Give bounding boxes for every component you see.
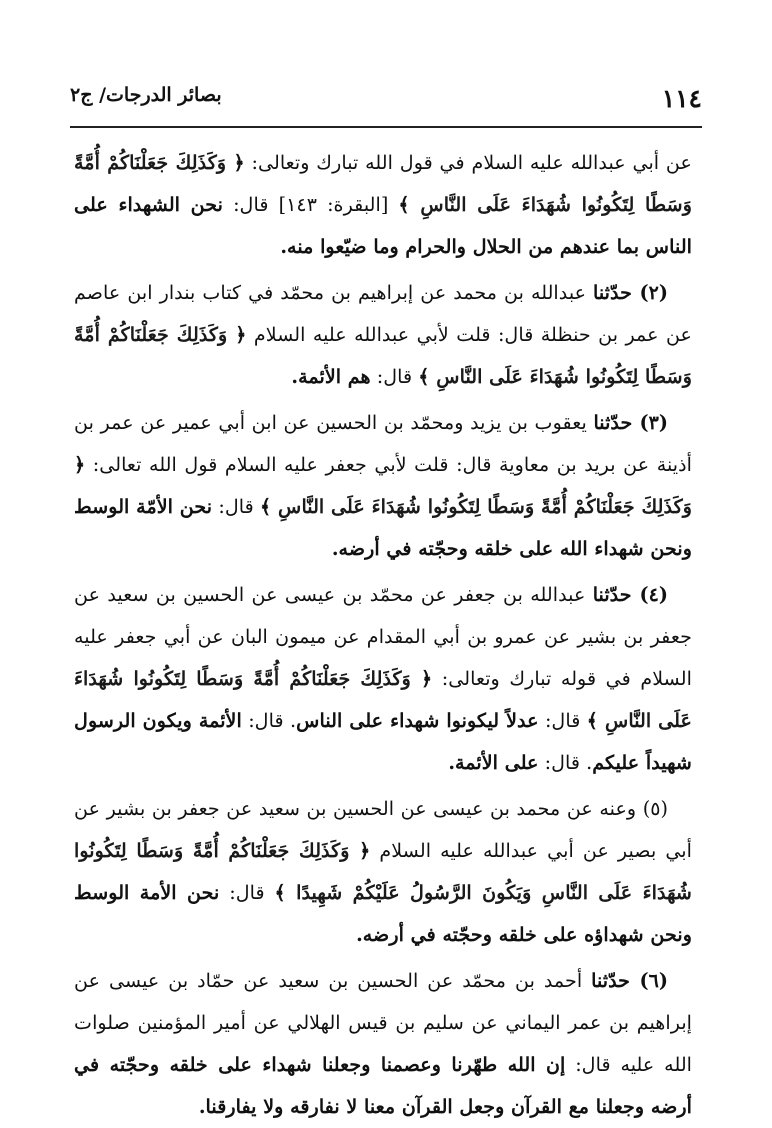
bold-text-segment: (٤) حدّثنا <box>592 583 668 606</box>
text-segment: عبدالله بن محمد عن إبراهيم بن محمّد في كتاب بندار ابن عاصم عن عمر بن حنظلة قال: قلت لأبي عبدالله عليه السلام <box>74 281 692 346</box>
ornate-bracket: ﴿ <box>410 667 433 690</box>
text-segment: [البقرة: ١٤٣] قال: <box>223 193 399 216</box>
page-header <box>70 78 702 118</box>
bold-text-segment: نحن الشهداء على الناس بما عندهم من الحلال والحرام وما ضيّعوا منه. <box>74 193 692 258</box>
text-segment: . قال: <box>241 709 297 732</box>
hadith-paragraph-1 <box>74 142 692 268</box>
text-segment: قال: <box>219 881 275 904</box>
hadith-paragraph-4 <box>74 574 692 784</box>
ornate-bracket: ﴾ <box>259 495 279 518</box>
ornate-bracket: ﴿ <box>74 453 86 476</box>
bold-text-segment: نحن الأمة الوسط ونحن شهداؤه على خلقه وحجّته في أرضه. <box>74 881 692 946</box>
page-body <box>74 140 692 1118</box>
quran-verse: وَكَذَلِكَ جَعَلْنَاكُمْ أُمَّةً وَسَطًا لِتَكُونُوا شُهَدَاءَ عَلَى النَّاسِ <box>278 495 692 518</box>
bold-text-segment: عدلاً ليكونوا شهداء على الناس <box>296 709 539 732</box>
text-segment: قال: <box>370 365 419 388</box>
text-segment: عبدالله بن جعفر عن محمّد بن عيسى عن الحسين بن سعيد عن جعفر بن بشير عن عمرو بن أبي المقدام عن ميمون البان عن أبي جعفر عليه السلام في قوله تبارك وتعالى: <box>74 583 692 690</box>
text-segment: . قال: <box>538 751 593 774</box>
ornate-bracket: ﴾ <box>398 193 421 216</box>
ornate-bracket: ﴿ <box>227 323 247 346</box>
quran-verse: وَكَذَلِكَ جَعَلْنَاكُمْ أُمَّةً وَسَطًا لِتَكُونُوا شُهَدَاءَ عَلَى النَّاسِ وَيَكُونَ الرَّسُولُ عَلَيْكُمْ شَهِيدًا <box>74 839 692 904</box>
quran-verse: وَكَذَلِكَ جَعَلْنَاكُمْ أُمَّةً وَسَطًا لِتَكُونُوا شُهَدَاءَ عَلَى النَّاسِ <box>74 323 692 388</box>
header-divider <box>70 126 702 128</box>
bold-text-segment: (٦) حدّثنا <box>591 969 668 992</box>
bold-text-segment: الأئمة ويكون الرسول شهيداً عليكم <box>74 709 692 774</box>
ornate-bracket: ﴾ <box>418 365 437 388</box>
bold-text-segment: هم الأئمة. <box>291 365 371 388</box>
text-segment: عن أبي عبدالله عليه السلام في قول الله تبارك وتعالى: <box>244 151 692 174</box>
text-segment: قال: <box>212 495 260 518</box>
page-number: ١١٤ <box>661 84 702 113</box>
bold-text-segment: نحن الأمّة الوسط ونحن شهداء الله على خلقه وحجّته في أرضه. <box>74 495 692 560</box>
bold-text-segment: (٣) حدّثنا <box>593 411 669 434</box>
ornate-bracket: ﴿ <box>226 151 245 174</box>
text-segment: يعقوب بن يزيد ومحمّد بن الحسين عن ابن أبي عمير عن عمر بن أذينة عن بريد بن معاوية قال: قلت لأبي جعفر عليه السلام قول الله تعالى: <box>74 411 692 476</box>
hadith-paragraph-5 <box>74 788 692 956</box>
quran-verse: وَكَذَلِكَ جَعَلْنَاكُمْ أُمَّةً وَسَطًا لِتَكُونُوا شُهَدَاءَ عَلَى النَّاسِ <box>74 151 692 216</box>
text-segment: أحمد بن محمّد عن الحسين بن سعيد عن حمّاد بن عيسى عن إبراهيم بن عمر اليماني عن سليم بن قيس الهلالي عن أمير المؤمنين صلوات الله عليه قال: <box>74 969 692 1076</box>
bold-text-segment: (٢) حدّثنا <box>593 281 668 304</box>
bold-text-segment: إن الله طهّرنا وعصمنا وجعلنا شهداء على خلقه وحجّته في أرضه وجعلنا مع القرآن وجعل القرآن معنا لا نفارقه ولا يفارقنا. <box>74 1053 692 1118</box>
ornate-bracket: ﴾ <box>274 881 297 904</box>
text-segment: قال: <box>538 709 587 732</box>
hadith-paragraph-2 <box>74 272 692 398</box>
hadith-paragraph-3 <box>74 402 692 570</box>
ornate-bracket: ﴾ <box>586 709 605 732</box>
text-segment: (٥) وعنه عن محمد بن عيسى عن الحسين بن سعيد عن جعفر بن بشير عن أبي بصير عن أبي عبدالله عليه السلام <box>74 797 692 862</box>
hadith-paragraph-6 <box>74 960 692 1128</box>
quran-verse: وَكَذَلِكَ جَعَلْنَاكُمْ أُمَّةً وَسَطًا لِتَكُونُوا شُهَدَاءَ عَلَى النَّاسِ <box>74 667 692 732</box>
bold-text-segment: على الأئمة. <box>448 751 539 774</box>
running-title: بصائر الدرجات/ ج٢ <box>70 84 222 106</box>
ornate-bracket: ﴿ <box>349 839 371 862</box>
